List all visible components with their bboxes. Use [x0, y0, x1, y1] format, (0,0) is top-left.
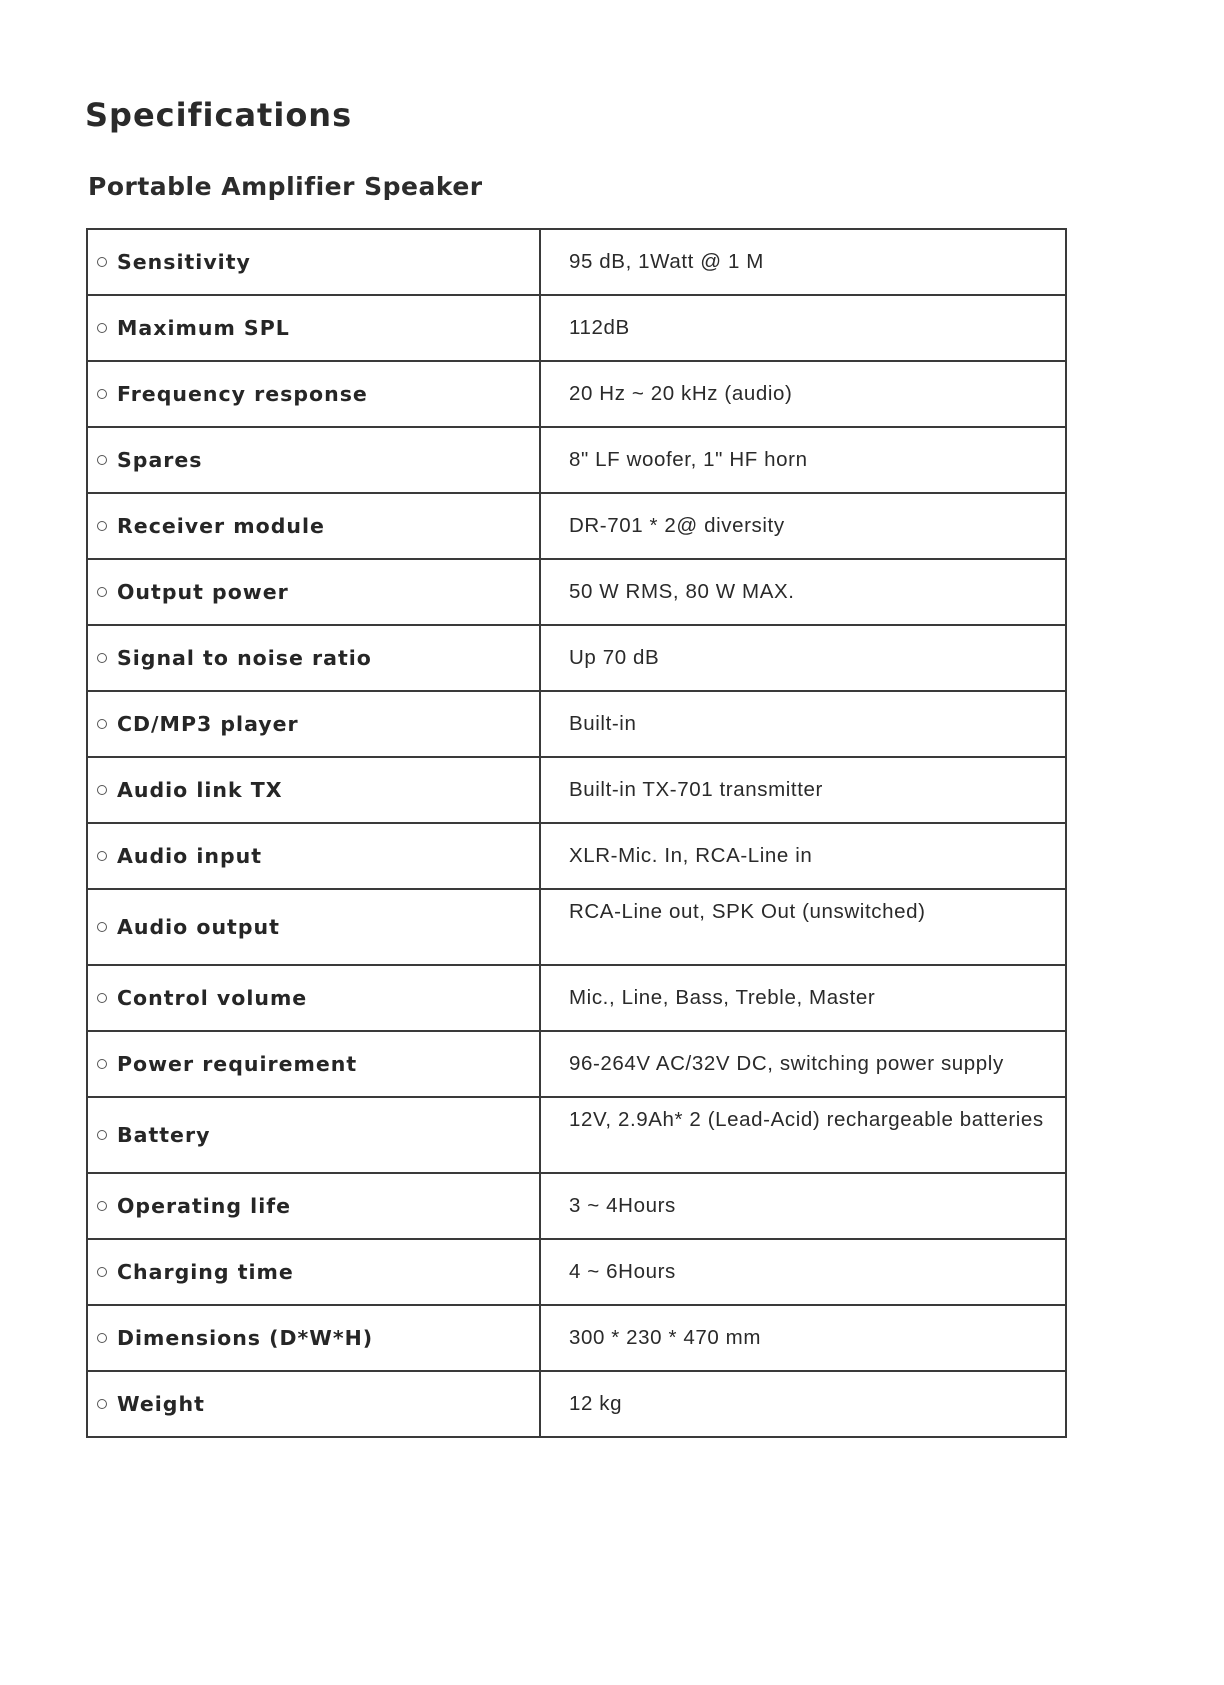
spec-label: CD/MP3 player — [117, 712, 299, 736]
spec-label-cell — [87, 295, 540, 361]
spec-label: Sensitivity — [117, 250, 251, 274]
spec-value: Mic., Line, Bass, Treble, Master — [540, 965, 1066, 1031]
spec-row-frequency-response — [87, 361, 1066, 427]
spec-label: Output power — [117, 580, 289, 604]
bullet-circle-icon — [97, 922, 107, 932]
spec-value: 12 kg — [540, 1371, 1066, 1437]
spec-label-cell — [87, 625, 540, 691]
page-title: Specifications — [85, 96, 353, 134]
bullet-circle-icon — [97, 653, 107, 663]
spec-row-weight — [87, 1371, 1066, 1437]
spec-label-cell — [87, 889, 540, 965]
spec-row-control-volume — [87, 965, 1066, 1031]
spec-label-cell — [87, 427, 540, 493]
spec-label: Audio link TX — [117, 778, 283, 802]
spec-row-dimensions — [87, 1305, 1066, 1371]
spec-row-audio-input — [87, 823, 1066, 889]
page-subtitle: Portable Amplifier Speaker — [88, 172, 483, 201]
spec-label-cell — [87, 691, 540, 757]
spec-value: 8" LF woofer, 1" HF horn — [540, 427, 1066, 493]
spec-label-cell — [87, 757, 540, 823]
spec-label-cell — [87, 823, 540, 889]
bullet-circle-icon — [97, 1399, 107, 1409]
spec-value: 112dB — [540, 295, 1066, 361]
spec-value: XLR-Mic. In, RCA-Line in — [540, 823, 1066, 889]
spec-label: Maximum SPL — [117, 316, 290, 340]
spec-value: RCA-Line out, SPK Out (unswitched) — [540, 889, 1066, 965]
spec-label-cell — [87, 965, 540, 1031]
spec-row-audio-output — [87, 889, 1066, 965]
spec-row-receiver-module — [87, 493, 1066, 559]
spec-row-maximum-spl — [87, 295, 1066, 361]
spec-value: 95 dB, 1Watt @ 1 M — [540, 229, 1066, 295]
spec-label: Audio output — [117, 915, 280, 939]
spec-value: 50 W RMS, 80 W MAX. — [540, 559, 1066, 625]
spec-label: Frequency response — [117, 382, 368, 406]
spec-label-cell — [87, 1097, 540, 1173]
spec-row-spares — [87, 427, 1066, 493]
spec-label-cell — [87, 229, 540, 295]
spec-row-output-power — [87, 559, 1066, 625]
spec-row-cd-mp3-player — [87, 691, 1066, 757]
spec-label: Operating life — [117, 1194, 292, 1218]
spec-value: Built-in TX-701 transmitter — [540, 757, 1066, 823]
bullet-circle-icon — [97, 587, 107, 597]
spec-label-cell — [87, 1031, 540, 1097]
bullet-circle-icon — [97, 257, 107, 267]
spec-value: 4 ~ 6Hours — [540, 1239, 1066, 1305]
bullet-circle-icon — [97, 521, 107, 531]
bullet-circle-icon — [97, 1267, 107, 1277]
specifications-table — [86, 228, 1067, 1438]
spec-label: Power requirement — [117, 1052, 358, 1076]
bullet-circle-icon — [97, 1333, 107, 1343]
bullet-circle-icon — [97, 1201, 107, 1211]
spec-value: Built-in — [540, 691, 1066, 757]
spec-label: Battery — [117, 1123, 211, 1147]
bullet-circle-icon — [97, 785, 107, 795]
spec-label: Audio input — [117, 844, 263, 868]
bullet-circle-icon — [97, 455, 107, 465]
bullet-circle-icon — [97, 389, 107, 399]
spec-label: Weight — [117, 1392, 205, 1416]
bullet-circle-icon — [97, 993, 107, 1003]
spec-label-cell — [87, 361, 540, 427]
spec-label: Charging time — [117, 1260, 294, 1284]
spec-label-cell — [87, 559, 540, 625]
spec-label-cell — [87, 493, 540, 559]
spec-label: Control volume — [117, 986, 308, 1010]
spec-value: 12V, 2.9Ah* 2 (Lead-Acid) rechargeable batteries — [540, 1097, 1066, 1173]
spec-value: 300 * 230 * 470 mm — [540, 1305, 1066, 1371]
bullet-circle-icon — [97, 323, 107, 333]
spec-label-cell — [87, 1173, 540, 1239]
spec-row-operating-life — [87, 1173, 1066, 1239]
spec-label-cell — [87, 1371, 540, 1437]
spec-row-sensitivity — [87, 229, 1066, 295]
spec-label-cell — [87, 1305, 540, 1371]
bullet-circle-icon — [97, 851, 107, 861]
bullet-circle-icon — [97, 719, 107, 729]
spec-row-charging-time — [87, 1239, 1066, 1305]
spec-label: Dimensions (D*W*H) — [117, 1326, 374, 1350]
bullet-circle-icon — [97, 1130, 107, 1140]
spec-row-power-requirement — [87, 1031, 1066, 1097]
spec-value: 20 Hz ~ 20 kHz (audio) — [540, 361, 1066, 427]
spec-value: 3 ~ 4Hours — [540, 1173, 1066, 1239]
spec-value: Up 70 dB — [540, 625, 1066, 691]
bullet-circle-icon — [97, 1059, 107, 1069]
spec-row-signal-to-noise-ratio — [87, 625, 1066, 691]
spec-label: Receiver module — [117, 514, 325, 538]
spec-value: 96-264V AC/32V DC, switching power supply — [540, 1031, 1066, 1097]
spec-row-audio-link-tx — [87, 757, 1066, 823]
spec-label-cell — [87, 1239, 540, 1305]
spec-row-battery — [87, 1097, 1066, 1173]
spec-label: Spares — [117, 448, 203, 472]
spec-label: Signal to noise ratio — [117, 646, 372, 670]
spec-value: DR-701 * 2@ diversity — [540, 493, 1066, 559]
